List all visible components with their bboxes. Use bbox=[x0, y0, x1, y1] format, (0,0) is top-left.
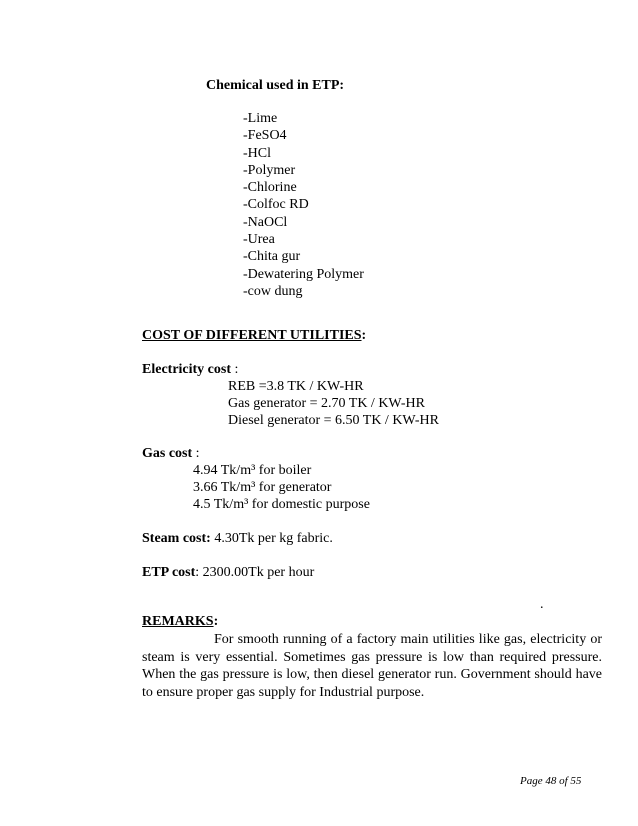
chemical-item: -Polymer bbox=[243, 162, 296, 178]
gas-line: 3.66 Tk/m³ for generator bbox=[193, 480, 332, 495]
page-number: Page 48 of 55 bbox=[520, 775, 582, 787]
stray-dot: . bbox=[540, 597, 544, 612]
gas-label: Gas cost bbox=[142, 446, 193, 461]
etp-label: ETP cost bbox=[142, 565, 196, 580]
remarks-text: For smooth running of a factory main utilities like gas, electricity or steam is very essential. Sometimes gas pressure is low than required pressure. When the gas pressure is low, then diesel generator run. Government should have to ensure proper gas supply for Industrial purpose. bbox=[142, 632, 602, 700]
chemical-item: -Chlorine bbox=[243, 180, 297, 196]
chemical-item: -HCl bbox=[243, 145, 271, 161]
chemical-item: -cow dung bbox=[243, 283, 303, 299]
cost-heading-text: COST OF DIFFERENT UTILITIES bbox=[142, 328, 362, 343]
steam-cost bbox=[142, 530, 333, 547]
gas-line: 4.5 Tk/m³ for domestic purpose bbox=[193, 497, 370, 512]
chemical-item: -FeSO4 bbox=[243, 128, 287, 144]
electricity-cost-label bbox=[142, 361, 238, 378]
etp-cost bbox=[142, 564, 314, 581]
remarks-heading-colon: : bbox=[213, 614, 219, 629]
remarks-heading-text: REMARKS bbox=[142, 614, 214, 629]
etp-value: : 2300.00Tk per hour bbox=[195, 565, 315, 580]
remarks-heading bbox=[142, 613, 218, 630]
chemical-item: -NaOCl bbox=[243, 214, 288, 230]
gas-cost-label bbox=[142, 445, 200, 462]
electricity-line: Diesel generator = 6.50 TK / KW-HR bbox=[228, 413, 439, 428]
gas-line: 4.94 Tk/m³ for boiler bbox=[193, 463, 312, 478]
chemical-item: -Dewatering Polymer bbox=[243, 266, 364, 282]
gas-sep: : bbox=[192, 446, 200, 461]
chemical-item: -Colfoc RD bbox=[243, 197, 309, 213]
electricity-line: REB =3.8 TK / KW-HR bbox=[228, 379, 364, 394]
cost-heading-colon: : bbox=[361, 328, 367, 343]
steam-label: Steam cost: bbox=[142, 531, 211, 546]
chemical-heading: Chemical used in ETP: bbox=[206, 78, 345, 93]
cost-heading bbox=[142, 327, 366, 344]
chemical-list bbox=[243, 110, 364, 300]
chemical-item: -Urea bbox=[243, 232, 275, 248]
electricity-sep: : bbox=[231, 362, 239, 377]
remarks-paragraph bbox=[142, 631, 602, 701]
steam-value: 4.30Tk per kg fabric. bbox=[210, 531, 333, 546]
chemical-item: -Lime bbox=[243, 111, 278, 126]
chemical-item: -Chita gur bbox=[243, 249, 301, 265]
electricity-line: Gas generator = 2.70 TK / KW-HR bbox=[228, 396, 425, 411]
electricity-label: Electricity cost bbox=[142, 362, 232, 377]
